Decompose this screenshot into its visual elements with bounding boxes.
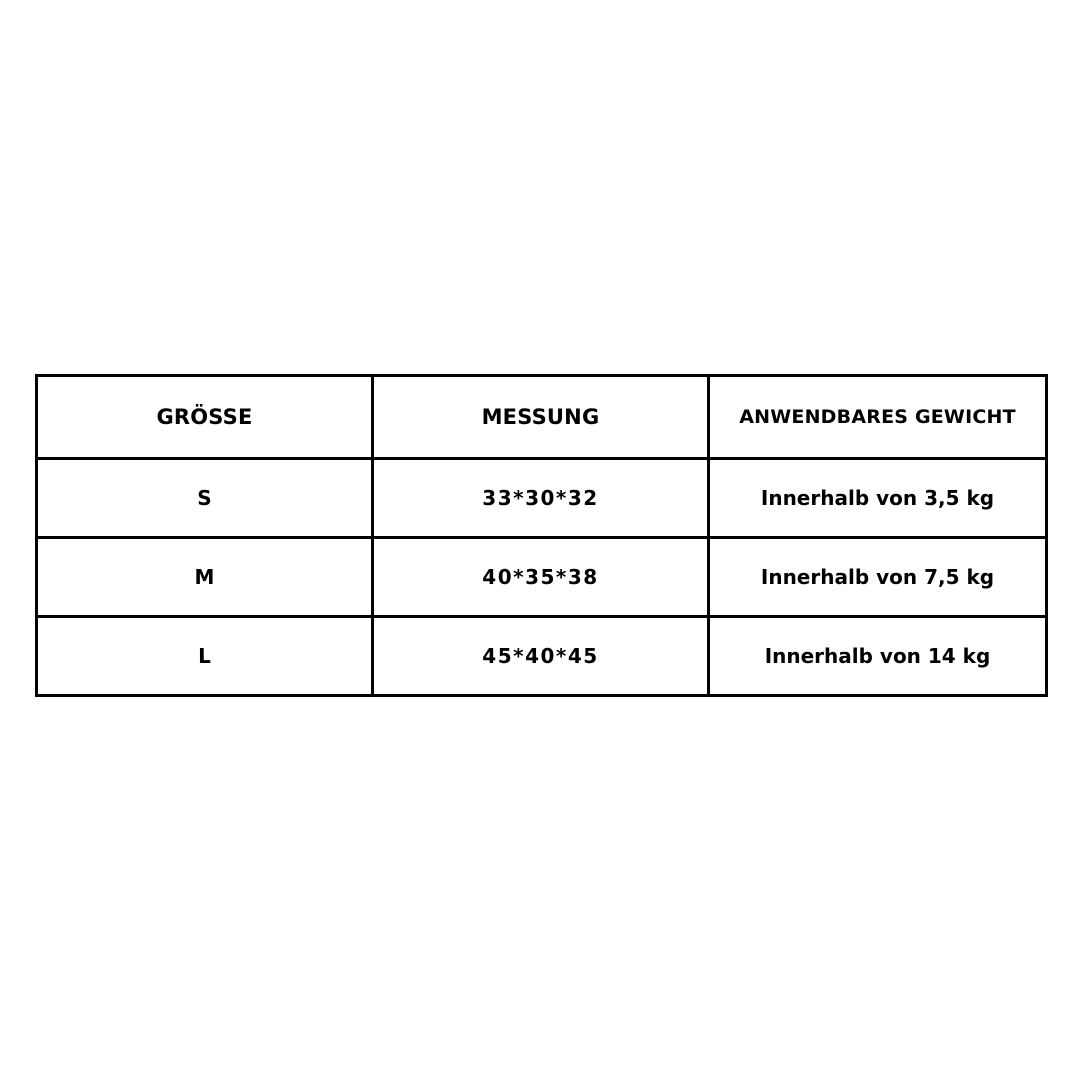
header-applicable-weight: ANWENDBARES GEWICHT bbox=[709, 376, 1047, 459]
size-table bbox=[35, 374, 1048, 697]
table-body bbox=[37, 459, 1047, 696]
table-header bbox=[37, 376, 1047, 459]
table-row bbox=[37, 538, 1047, 617]
cell-measurement: 40*35*38 bbox=[373, 538, 709, 617]
cell-weight: Innerhalb von 7,5 kg bbox=[709, 538, 1047, 617]
header-size: GRÖSSE bbox=[37, 376, 373, 459]
cell-measurement: 45*40*45 bbox=[373, 617, 709, 696]
table-row bbox=[37, 459, 1047, 538]
cell-measurement: 33*30*32 bbox=[373, 459, 709, 538]
cell-size: S bbox=[37, 459, 373, 538]
table-row bbox=[37, 617, 1047, 696]
cell-size: L bbox=[37, 617, 373, 696]
cell-weight: Innerhalb von 14 kg bbox=[709, 617, 1047, 696]
cell-size: M bbox=[37, 538, 373, 617]
cell-weight: Innerhalb von 3,5 kg bbox=[709, 459, 1047, 538]
header-measurement: MESSUNG bbox=[373, 376, 709, 459]
header-row bbox=[37, 376, 1047, 459]
